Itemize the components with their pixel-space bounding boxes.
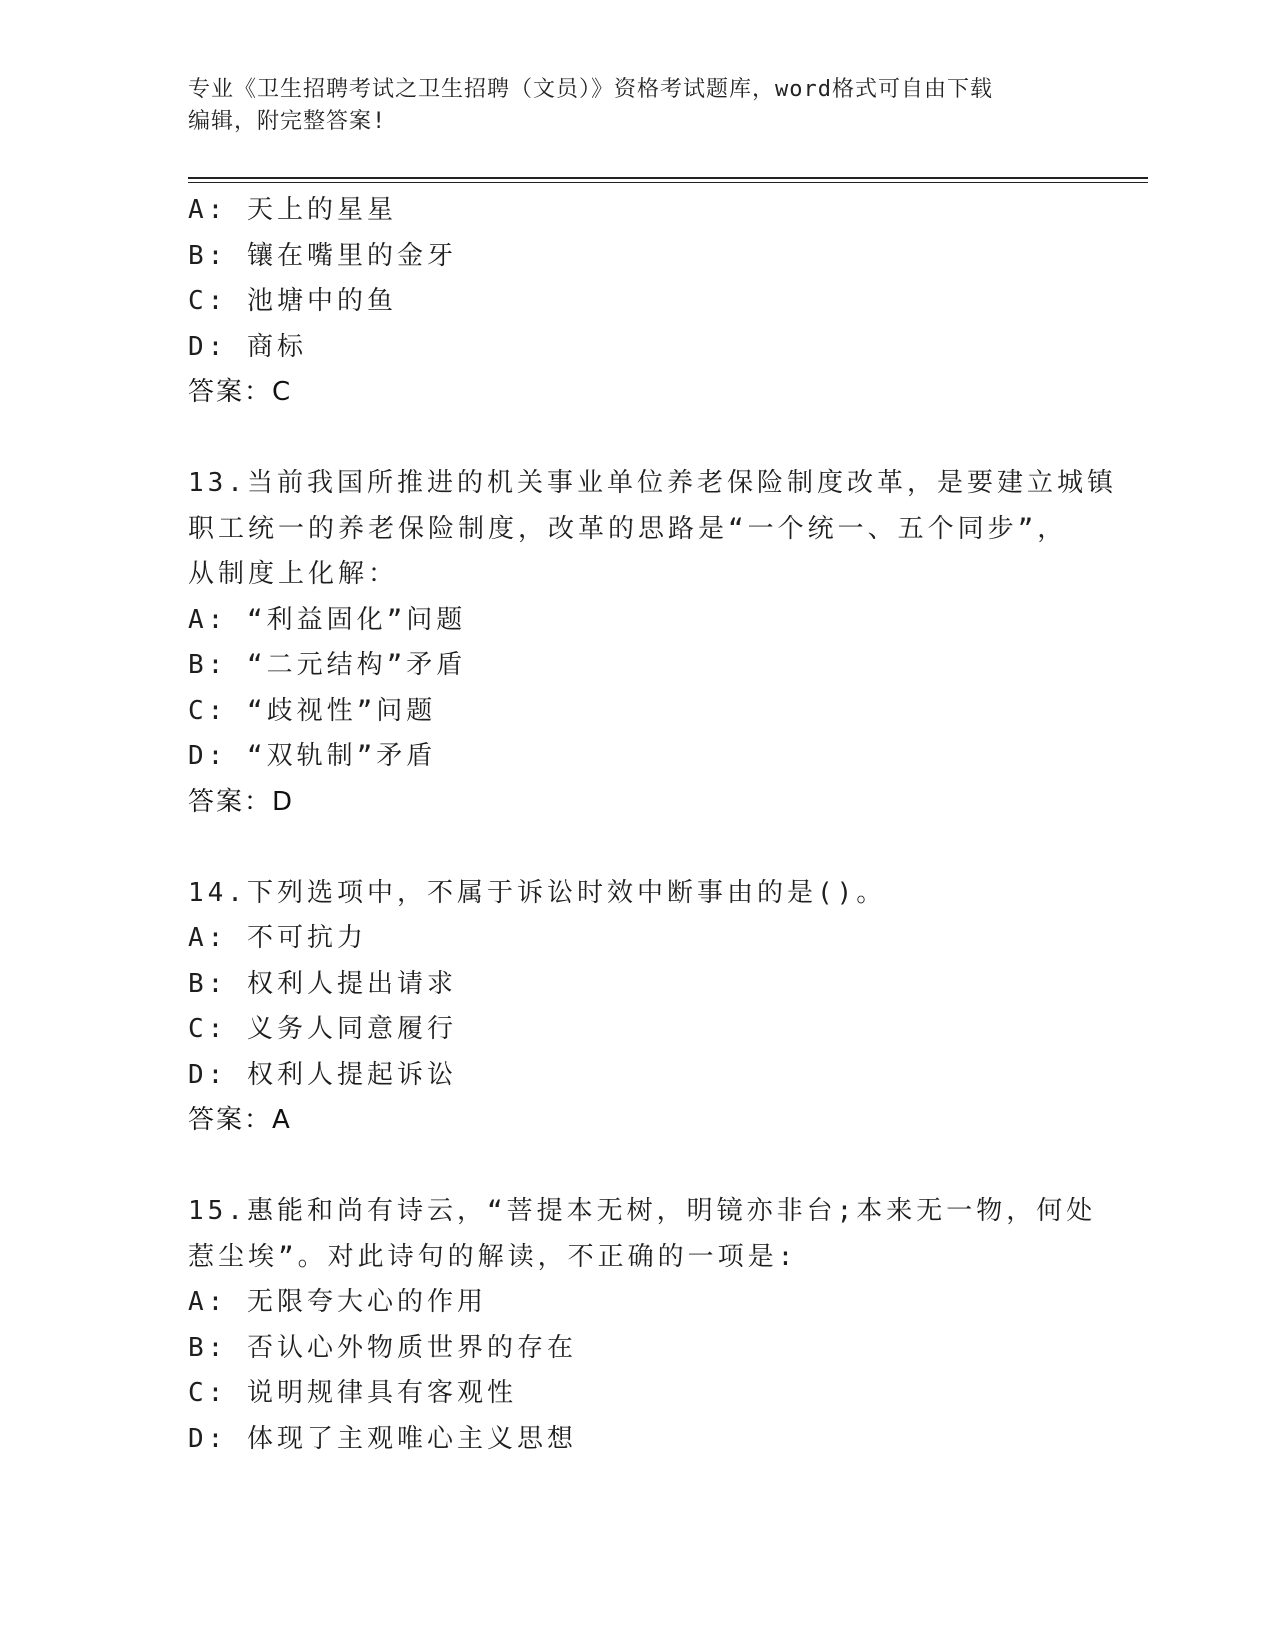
answer-line: 答案：C [188,377,293,407]
question-spacer [188,416,1088,462]
header-line-1: 专业《卫生招聘考试之卫生招聘（文员）》资格考试题库，word格式可自由下载 [188,77,993,102]
option-a: A: 无限夸大心的作用 [188,1287,487,1317]
question-15 [188,1189,1097,1462]
question-text-line-1: 13.当前我国所推进的机关事业单位养老保险制度改革，是要建立城镇 [188,468,1117,498]
option-b: B: 镶在嘴里的金牙 [188,240,457,271]
option-d: D: “双轨制”矛盾 [188,741,437,771]
page-header [188,74,1088,138]
option-c: C: 池塘中的鱼 [188,286,397,316]
option-d: D: 权利人提起诉讼 [188,1059,457,1090]
option-a: A: 天上的星星 [188,195,397,225]
question-13 [188,461,1117,825]
option-c: C: “歧视性”问题 [188,695,437,726]
question-text-line-1: 15.惠能和尚有诗云，“菩提本无树，明镜亦非台;本来无一物，何处 [188,1196,1097,1226]
question-12 [188,188,1088,416]
option-d: D: 体现了主观唯心主义思想 [188,1423,577,1454]
option-a: A: 不可抗力 [188,923,367,953]
header-divider-thick [188,177,1148,179]
question-text-line-2: 职工统一的养老保险制度，改革的思路是“一个统一、五个同步”， [188,513,1068,544]
option-a: A: “利益固化”问题 [188,604,467,635]
header-line-2: 编辑，附完整答案! [188,109,387,134]
header-divider-thin [188,182,1148,183]
question-14 [188,871,1088,1144]
option-c: C: 说明规律具有客观性 [188,1378,517,1408]
answer-line: 答案：D [188,786,295,817]
option-c: C: 义务人同意履行 [188,1014,457,1044]
answer-line: 答案：A [188,1105,292,1135]
question-text-line-3: 从制度上化解： [188,559,399,589]
question-spacer [188,825,1088,871]
option-b: B: “二元结构”矛盾 [188,650,467,680]
option-b: B: 权利人提出请求 [188,968,457,999]
question-list [188,188,1117,1462]
question-spacer [188,1144,1088,1190]
option-d: D: 商标 [188,331,307,362]
question-text-line-2: 惹尘埃”。对此诗句的解读，不正确的一项是: [188,1241,798,1272]
question-text-line-1: 14.下列选项中，不属于诉讼时效中断事由的是()。 [188,877,887,908]
option-b: B: 否认心外物质世界的存在 [188,1332,577,1363]
